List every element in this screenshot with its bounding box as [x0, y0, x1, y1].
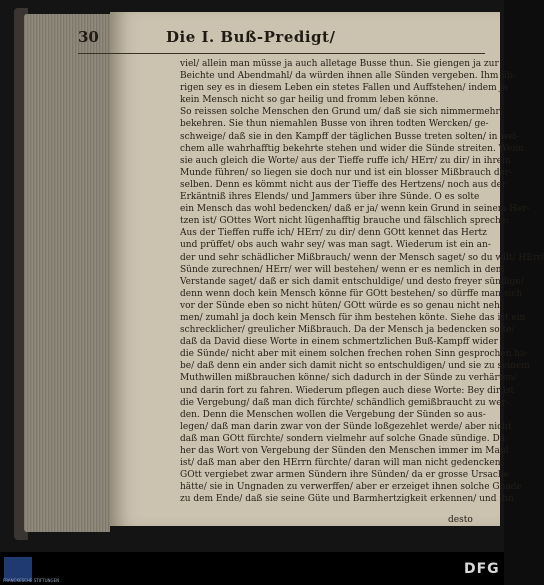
text-line: den. Denn die Menschen wollen die Vergebung der Sünden so aus- — [180, 409, 486, 420]
text-line: zu dem Ende/ daß sie seine Güte und Barmhertzigkeit erkennen/ und ihn — [180, 494, 514, 505]
text-line: Sünde zurechnen/ HErr/ wer will bestehen/ wenn er es nemlich in dem — [180, 264, 505, 275]
text-line: Erkäntniß ihres Elends/ und Jammers über ihre Sünde. O es solte — [180, 192, 480, 203]
text-line: ist/ daß man aber den HErrn fürchte/ daran will man nicht gedencken. — [180, 458, 504, 469]
text-line: schrecklicher/ greulicher Mißbrauch. Da der Mensch ja bedencken solte/ — [180, 325, 515, 336]
text-line: denn wenn doch kein Mensch könne für GOtt bestehen/ so dürffe man sich — [180, 288, 523, 299]
text-line: men/ zumahl ja doch kein Mensch für ihm bestehen könte. Siehe das ist ein — [180, 312, 526, 323]
page-stack-edge — [24, 14, 110, 532]
text-line: daß da David diese Worte in einem schmertzlichen Buß-Kampff wider — [180, 337, 498, 348]
text-line: sie auch gleich die Worte/ aus der Tieffe ruffe ich/ HErr/ zu dir/ in ihrem — [180, 155, 511, 166]
text-line: GOtt vergiebet zwar armen Sündern ihre Sünden/ da er grosse Ursache — [180, 470, 509, 481]
text-line: chem alle wahrhafftig bekehrte stehen und wider die Sünde streiten. Wenn — [180, 143, 525, 154]
header-rule — [78, 53, 485, 54]
text-line: kein Mensch nicht so gar heilig und fromm leben könne. — [180, 95, 439, 106]
text-line: Verstande saget/ daß er sich damit entschuldige/ und desto freyer sündige/ — [180, 276, 524, 287]
text-line: Aus der Tieffen ruffe ich/ HErr/ zu dir/ denn GOtt kennet das Hertz — [180, 228, 487, 239]
text-line: legen/ daß man darin zwar von der Sünde loßgezehlet werde/ aber nicht — [180, 421, 512, 432]
page-header — [78, 28, 408, 52]
text-line: be/ daß denn ein ander sich damit nicht so entschuldigen/ und sie zu seinem — [180, 361, 530, 372]
running-head: Die I. Buß-Predigt/ — [166, 28, 336, 46]
text-line: die Vergebung/ daß man dich fürchte/ schändlich gemißbraucht zu wer- — [180, 397, 509, 408]
text-line: rigen sey es in diesem Leben ein stetes Fallen und Auffstehen/ indem ja — [180, 83, 508, 94]
body-text — [180, 58, 544, 505]
text-line: der und sehr schädlicher Mißbrauch/ wenn der Mensch saget/ so du wilt/ HErr/ — [180, 252, 544, 263]
text-line: viel/ allein man müsse ja auch alletage Busse thun. Sie giengen ja zur — [180, 59, 499, 69]
text-line: vor der Sünde eben so nicht hüten/ GOtt würde es so genau nicht neh- — [180, 300, 503, 311]
text-line: selben. Denn es kömmt nicht aus der Tieffe des Hertzens/ noch aus der — [180, 179, 507, 190]
text-line: bekehren. Sie thun niemahlen Busse von ihren todten Wercken/ ge- — [180, 119, 489, 130]
text-line: die Sünde/ nicht aber mit einem solchen frechen rohen Sinn gesprochen ha- — [180, 349, 529, 360]
text-line: ein Mensch das wohl bedencken/ daß er ja/ wenn kein Grund in seinem Her- — [180, 204, 530, 215]
catchword: desto — [448, 515, 473, 525]
dfg-logo: DFG — [464, 561, 500, 577]
text-line: schweige/ daß sie in den Kampff der täglichen Busse treten solten/ in wel- — [180, 131, 520, 142]
text-line: und darin fort zu fahren. Wiederum pflegen auch diese Worte: Bey dir ist — [180, 385, 515, 396]
text-line: So reissen solche Menschen den Grund um/ daß sie sich nimmermehr — [180, 107, 500, 118]
viewer-footer — [0, 552, 504, 585]
text-line: Munde führen/ so liegen sie doch nur und ist ein blosser Mißbrauch der- — [180, 167, 513, 178]
text-line: tzen ist/ GOttes Wort nicht lügenhafftig brauche und fälschlich spreche: — [180, 216, 510, 227]
text-line: daß man GOtt fürchte/ sondern vielmehr auf solche Gnade sündige. Da- — [180, 433, 509, 444]
text-line: her das Wort von Vergebung der Sünden den Menschen immer im Maul — [180, 446, 509, 456]
page-number: 30 — [78, 28, 99, 46]
francke-logo-text: FRANCKESCHE STIFTUNGEN — [3, 578, 60, 583]
text-line: Muthwillen mißbrauchen könne/ sich dadurch in der Sünde zu verhärten/ — [180, 373, 517, 384]
text-line: Beichte und Abendmahl/ da würden ihnen alle Sünden vergeben. Ihm üb- — [180, 71, 516, 82]
text-line: und prüffet/ obs auch wahr sey/ was man sagt. Wiederum ist ein an- — [180, 240, 491, 251]
text-line: hätte/ sie in Ungnaden zu verwerffen/ aber er erzeiget ihnen solche Gnade — [180, 482, 522, 493]
